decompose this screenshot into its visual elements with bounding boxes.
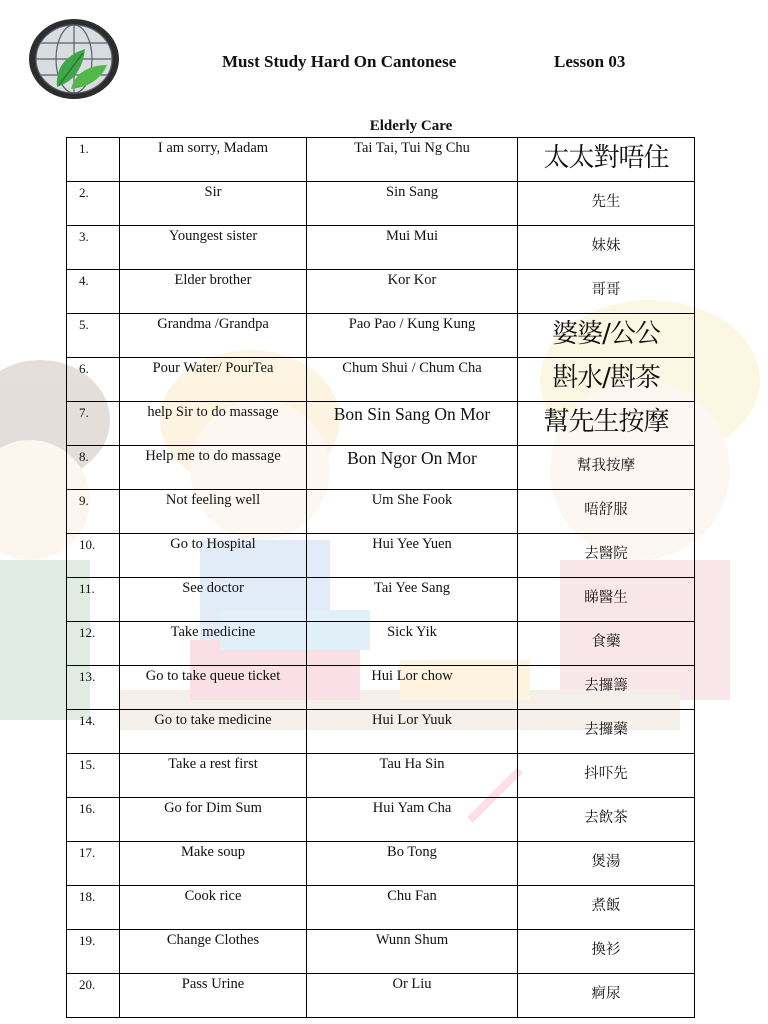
chinese-characters: 妹妹 [518,226,695,270]
chinese-characters: 去攞藥 [518,710,695,754]
chinese-characters: 煮飯 [518,886,695,930]
table-row [67,446,695,490]
english-phrase: Pour Water/ PourTea [120,358,307,402]
table-row [67,270,695,314]
english-phrase: Youngest sister [120,226,307,270]
english-phrase: Not feeling well [120,490,307,534]
romanization: Pao Pao / Kung Kung [307,314,518,358]
table-row [67,358,695,402]
document-title: Must Study Hard On Cantonese [222,52,457,71]
section-title: Elderly Care [369,118,453,134]
row-number: 20. [67,974,120,1018]
table-row [67,842,695,886]
row-number: 11. [67,578,120,622]
chinese-characters: 去醫院 [518,534,695,578]
row-number: 10. [67,534,120,578]
row-number: 3. [67,226,120,270]
table-row [67,974,695,1018]
chinese-characters: 換衫 [518,930,695,974]
chinese-characters: 唔舒服 [518,490,695,534]
romanization: Sin Sang [307,182,518,226]
english-phrase: I am sorry, Madam [120,138,307,182]
row-number: 18. [67,886,120,930]
vocabulary-table [66,137,695,1018]
romanization: Or Liu [307,974,518,1018]
english-phrase: Make soup [120,842,307,886]
chinese-characters: 先生 [518,182,695,226]
chinese-characters: 太太對唔住 [518,138,695,182]
english-phrase: Pass Urine [120,974,307,1018]
romanization: Bon Sin Sang On Mor [307,402,518,446]
romanization: Sick Yik [307,622,518,666]
row-number: 8. [67,446,120,490]
english-phrase: help Sir to do massage [120,402,307,446]
romanization: Hui Yam Cha [307,798,518,842]
romanization: Hui Lor chow [307,666,518,710]
romanization: Hui Lor Yuuk [307,710,518,754]
english-phrase: Take medicine [120,622,307,666]
table-row [67,710,695,754]
row-number: 12. [67,622,120,666]
table-row [67,754,695,798]
chinese-characters: 哥哥 [518,270,695,314]
english-phrase: Change Clothes [120,930,307,974]
row-number: 19. [67,930,120,974]
table-row [67,798,695,842]
row-number: 5. [67,314,120,358]
english-phrase: Go to Hospital [120,534,307,578]
chinese-characters: 痾尿 [518,974,695,1018]
chinese-characters: 幫我按摩 [518,446,695,490]
chinese-characters: 煲湯 [518,842,695,886]
romanization: Wunn Shum [307,930,518,974]
english-phrase: Help me to do massage [120,446,307,490]
table-row [67,886,695,930]
chinese-characters: 幫先生按摩 [518,402,695,446]
table-row [67,534,695,578]
row-number: 16. [67,798,120,842]
chinese-characters: 去攞籌 [518,666,695,710]
romanization: Tai Yee Sang [307,578,518,622]
chinese-characters: 斟水/斟茶 [518,358,695,402]
table-row [67,402,695,446]
lesson-number: Lesson 03 [554,52,626,71]
english-phrase: Sir [120,182,307,226]
table-row [67,226,695,270]
romanization: Kor Kor [307,270,518,314]
chinese-characters: 婆婆/公公 [518,314,695,358]
romanization: Mui Mui [307,226,518,270]
row-number: 14. [67,710,120,754]
english-phrase: Grandma /Grandpa [120,314,307,358]
english-phrase: Cook rice [120,886,307,930]
row-number: 17. [67,842,120,886]
table-row [67,622,695,666]
row-number: 13. [67,666,120,710]
row-number: 7. [67,402,120,446]
romanization: Bon Ngor On Mor [307,446,518,490]
romanization: Um She Fook [307,490,518,534]
row-number: 9. [67,490,120,534]
chinese-characters: 去飲茶 [518,798,695,842]
english-phrase: Go to take medicine [120,710,307,754]
table-row [67,578,695,622]
romanization: Tau Ha Sin [307,754,518,798]
table-row [67,314,695,358]
english-phrase: Go for Dim Sum [120,798,307,842]
chinese-characters: 抖吓先 [518,754,695,798]
table-row [67,138,695,182]
table-row [67,930,695,974]
romanization: Chum Shui / Chum Cha [307,358,518,402]
chinese-characters: 食藥 [518,622,695,666]
romanization: Hui Yee Yuen [307,534,518,578]
chinese-characters: 睇醫生 [518,578,695,622]
row-number: 15. [67,754,120,798]
table-row [67,490,695,534]
table-row [67,666,695,710]
row-number: 1. [67,138,120,182]
english-phrase: Take a rest first [120,754,307,798]
romanization: Chu Fan [307,886,518,930]
english-phrase: See doctor [120,578,307,622]
row-number: 6. [67,358,120,402]
globe-leaf-logo-icon [27,17,121,101]
row-number: 4. [67,270,120,314]
table-row [67,182,695,226]
english-phrase: Go to take queue ticket [120,666,307,710]
romanization: Bo Tong [307,842,518,886]
english-phrase: Elder brother [120,270,307,314]
romanization: Tai Tai, Tui Ng Chu [307,138,518,182]
row-number: 2. [67,182,120,226]
